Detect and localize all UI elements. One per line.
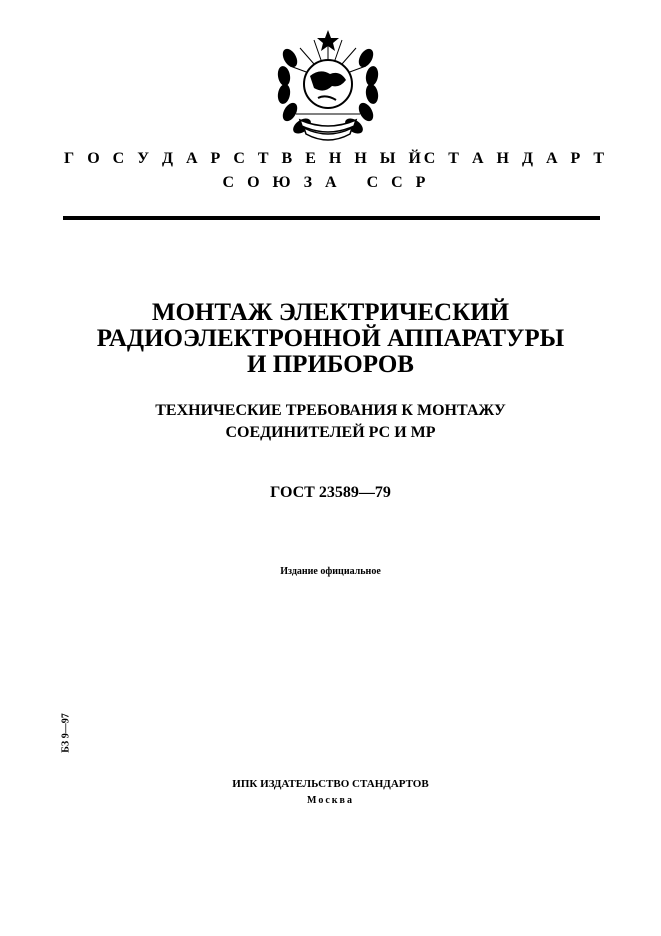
header-ussr: СОЮЗА ССР [222, 174, 439, 191]
header-word-standard [424, 150, 604, 168]
header-letter: Е [305, 150, 316, 167]
header-letter: А [471, 150, 484, 167]
header-letter: Т [257, 150, 269, 167]
header-letter: Р [570, 150, 581, 167]
header-letter: Н [354, 150, 367, 167]
edition-note: Издание официальное [280, 566, 381, 577]
subtitle-line: ТЕХНИЧЕСКИЕ ТРЕБОВАНИЯ К МОНТАЖУ [155, 402, 506, 419]
title-line: РАДИОЭЛЕКТРОННОЙ АППАРАТУРЫ [96, 325, 565, 352]
header-letter: С [112, 150, 125, 167]
publisher: ИПК ИЗДАТЕЛЬСТВО СТАНДАРТОВ [232, 778, 429, 790]
header-letter: О [87, 150, 100, 167]
header-state-standard [64, 150, 604, 168]
header-letter: У [137, 150, 149, 167]
header-letter: А [545, 150, 558, 167]
header-letter: Ы [379, 150, 396, 167]
header-letter: Т [593, 150, 604, 167]
ussr-state-emblem-icon [270, 28, 386, 146]
header-letter: Г [64, 150, 75, 167]
header-divider [63, 216, 600, 220]
header-letter: В [281, 150, 293, 167]
side-code: БЗ 9—97 [60, 713, 72, 753]
header-letter: Д [521, 150, 533, 167]
document-subtitle [0, 400, 661, 444]
city: Москва [307, 795, 354, 806]
gost-number: ГОСТ 23589—79 [270, 484, 391, 501]
title-line: МОНТАЖ ЭЛЕКТРИЧЕСКИЙ [151, 299, 510, 326]
header-letter: Й [408, 150, 421, 167]
header-letter: Н [496, 150, 509, 167]
header-letter: Н [328, 150, 342, 167]
title-line: И ПРИБОРОВ [247, 351, 414, 378]
header-letter: С [233, 150, 245, 167]
header-letter: С [423, 150, 436, 167]
header-letter: А [185, 150, 198, 167]
header-letter: Д [161, 150, 173, 167]
subtitle-line: СОЕДИНИТЕЛЕЙ РС И МР [225, 424, 436, 441]
header-letter: Т [448, 150, 459, 167]
header-word-state [64, 150, 421, 168]
header-letter: Р [210, 150, 221, 167]
document-title [0, 300, 661, 378]
